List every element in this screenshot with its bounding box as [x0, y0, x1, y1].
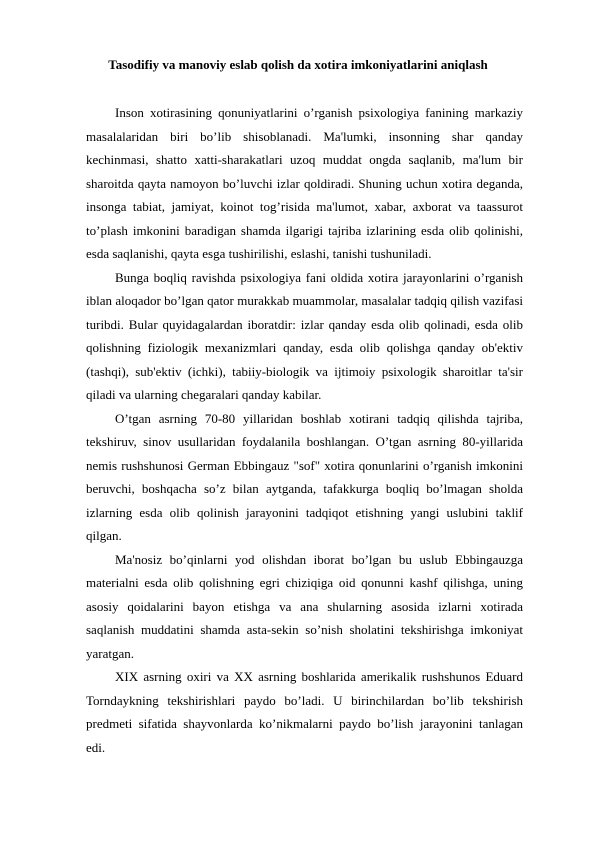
paragraph-1: Inson xotirasining qonuniyatlarini o’rganish psixologiya fanining markaziy masalalaridan biri bo’lib shisoblanadi. Ma'lumki, insonning shar qanday kechinmasi, shatto xatti-sharakatlari uzoq muddat ongda saqlanib, ma'lum bir sharoitda qayta namoyon bo’luvchi izlar qoldiradi. Shuning uchun xotira deganda, insonga tabiat, jamiyat, koinot tog’risida ma'lumot, xabar, axborat va taassurot to’plash imkonini baradigan shamda ilgarigi tajriba izlarining esda olib qolinishi, esda saqlanishi, qayta esga tushirilishi, eslashi, tanishi tushuniladi.: [86, 105, 523, 261]
document-body: [86, 101, 523, 759]
document-title: Tasodifiy va manoviy eslab qolish da xotira imkoniyatlarini aniqlash: [108, 57, 488, 72]
paragraph-5: XIX asrning oxiri va XX asrning boshlarida amerikalik rushshunos Eduard Torndaykning tekshirishlari paydo bo’ladi. U birinchilardan bo’lib tekshirish predmeti sifatida shayvonlarda ko’nikmalarni paydo bo’lish jarayonini tanlagan edi.: [86, 669, 523, 755]
paragraph-2: Bunga boqliq ravishda psixologiya fani oldida xotira jarayonlarini o’rganish iblan aloqador bo’lgan qator murakkab muammolar, masalalar tadqiq qilish vazifasi turibdi. Bular quyidagalardan iboratdir: izlar qanday esda olib qolinadi, esda olib qolishning fiziologik mexanizmlari qanday, esda olib qolishga qanday ob'ektiv (tashqi), sub'ektiv (ichki), tabiiy-biologik va ijtimoiy psixologik sharoitlar ta'sir qiladi va ularning chegaralari qanday kabilar.: [86, 269, 523, 402]
paragraph-4: Ma'nosiz bo’qinlarni yod olishdan iborat bo’lgan bu uslub Ebbingauzga materialni esda olib qolishning egri chiziqiga oid qonunni kashf qilishga, uning asosiy qoidalarini bayon etishga va ana shularning asosida izlarni xotirada saqlanish muddatini shamda asta-sekin so’nish sholatini tekshirishga imkoniyat yaratgan.: [86, 551, 523, 661]
paragraph-3: O’tgan asrning 70-80 yillaridan boshlab xotirani tadqiq qilishda tajriba, tekshiruv, sinov usullaridan foydalanila boshlangan. O’tgan asrning 80-yillarida nemis rushshunosi German Ebbingauz "sof" xotira qonunlarini o’rganish imkonini beruvchi, boshqacha so’z bilan aytganda, tafakkurga boqliq bo’lmagan sholda izlarning esda olib qolinish jarayonini tadqiqot etishning yangi uslubini taklif qilgan.: [86, 410, 523, 543]
